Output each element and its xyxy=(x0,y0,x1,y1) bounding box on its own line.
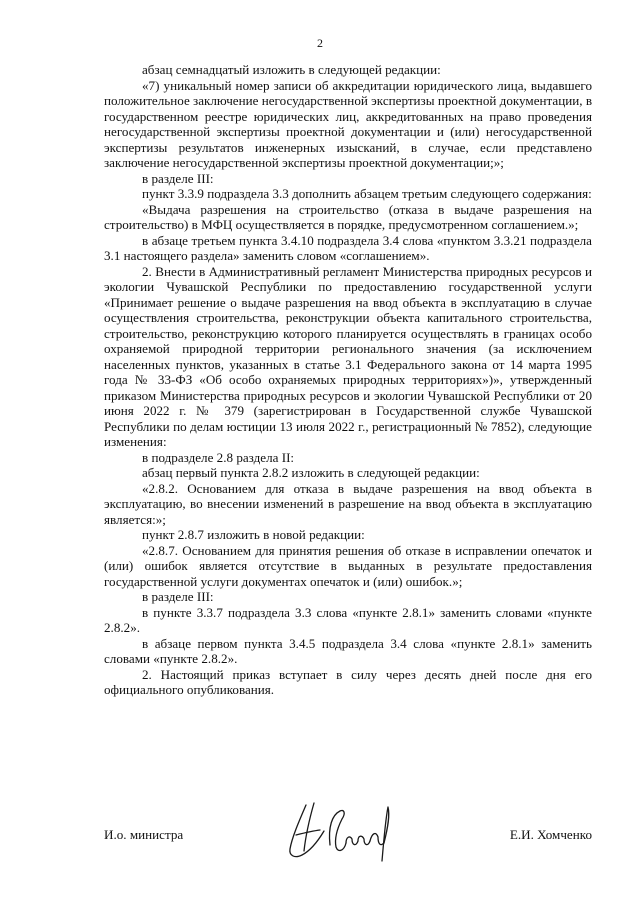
handwritten-signature xyxy=(284,797,404,867)
paragraph: в разделе III: xyxy=(142,589,214,604)
paragraph: «7) уникальный номер записи об аккредитации юридического лица, выдавшего положительное заключение негосударственной экспертизы проектной документации, в государственном реестре юридических лиц, аккредитованных на право проведения негосударственной экспертизы проектной документации и (или) негосударственной экспертизы результатов инженерных изысканий, в случае, если представлено заключение негосударственной экспертизы проектной документации;»; xyxy=(104,77,592,170)
signatory-position: И.о. министра xyxy=(104,827,184,842)
paragraph: «2.8.7. Основанием для принятия решения об отказе в исправлении опечаток и (или) ошибок является отсутствие в выданных в результате предоставления государственной услуги документах опечаток и (или) ошибок.»; xyxy=(104,542,592,589)
paragraph: пункт 2.8.7 изложить в новой редакции: xyxy=(142,527,365,542)
paragraph: в абзаце первом пункта 3.4.5 подраздела 3.4 слова «пункте 2.8.1» заменить словами «пункте 2.8.2». xyxy=(104,635,592,666)
page-number: 2 xyxy=(317,36,323,50)
paragraph: абзац семнадцатый изложить в следующей редакции: xyxy=(142,62,441,77)
paragraph: в пункте 3.3.7 подраздела 3.3 слова «пункте 2.8.1» заменить словами «пункте 2.8.2». xyxy=(104,604,592,635)
paragraph: 2. Внести в Административный регламент Министерства природных ресурсов и экологии Чувашской Республики по предоставлению государственной услуги «Принимает решение о выдаче разрешения на ввод объекта в эксплуатацию в случае осуществления строительства, реконструкции объекта капитального строительства, строительство, реконструкцию которого планируется осуществлять в границах особо охраняемой природной территории регионального значения (за исключением населенных пунктов, указанных в статье 3.1 Федерального закона от 14 марта 1995 года № 33-ФЗ «Об особо охраняемых природных территориях»)», утвержденный приказом Министерства природных ресурсов и экологии Чувашской Республики от 20 июня 2022 г. № 379 (зарегистрирован в Государственной службе Чувашской Республики по делам юстиции 13 июля 2022 г., регистрационный № 7852), следующие изменения: xyxy=(104,263,592,449)
document-body xyxy=(104,62,592,698)
paragraph: абзац первый пункта 2.8.2 изложить в следующей редакции: xyxy=(142,465,480,480)
signatory-name: Е.И. Хомченко xyxy=(509,827,592,842)
paragraph: в подразделе 2.8 раздела II: xyxy=(142,449,295,465)
paragraph: «Выдача разрешения на строительство (отказа в выдаче разрешения на строительство) в МФЦ осуществляется в порядке, предусмотренном соглашением.»; xyxy=(104,201,592,232)
paragraph: в разделе III: xyxy=(142,170,214,186)
paragraph: пункт 3.3.9 подраздела 3.3 дополнить абзацем третьим следующего содержания: xyxy=(142,186,592,201)
paragraph: 2. Настоящий приказ вступает в силу через десять дней после дня его официального опубликования. xyxy=(104,666,592,697)
paragraph: «2.8.2. Основанием для отказа в выдаче разрешения на ввод объекта в эксплуатацию, во внесении изменений в разрешение на ввод объекта в эксплуатацию является:»; xyxy=(104,480,592,527)
signature-block xyxy=(104,815,592,875)
paragraph: в абзаце третьем пункта 3.4.10 подраздела 3.4 слова «пунктом 3.3.21 подраздела 3.1 настоящего раздела» заменить словом «соглашением». xyxy=(104,232,592,263)
